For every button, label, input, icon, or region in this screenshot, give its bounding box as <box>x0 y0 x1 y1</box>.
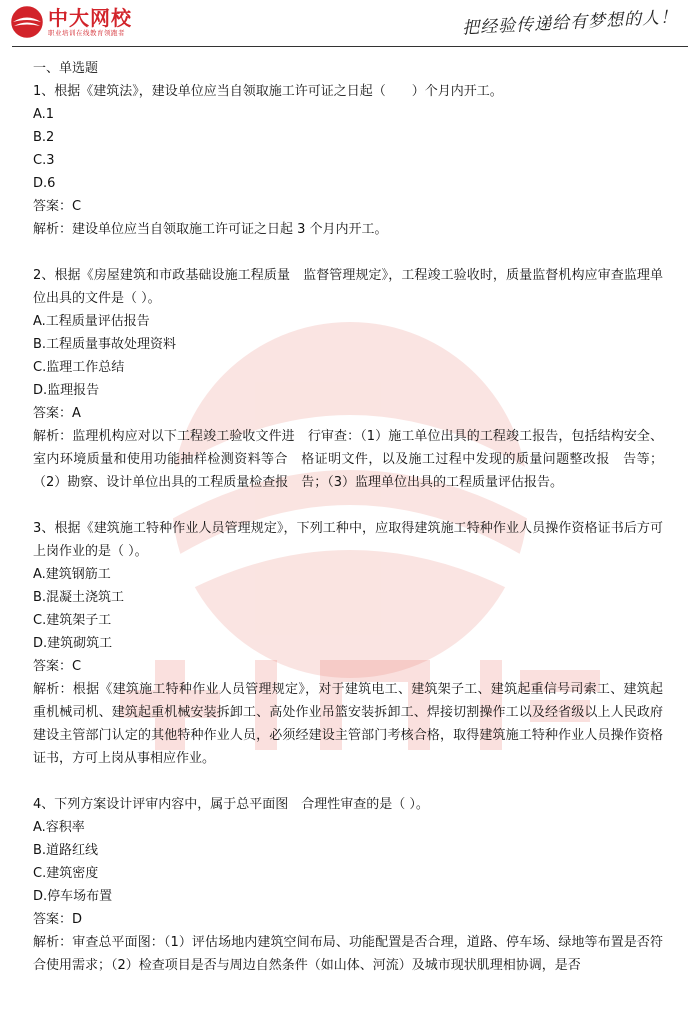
logo-subtitle: 职业培训在线教育领跑者 <box>48 29 125 37</box>
question-4 <box>33 793 663 977</box>
question-stem: 1、根据《建筑法》，建设单位应当自领取施工许可证之日起（ ）个月内开工。 <box>33 84 503 99</box>
option-c: C.3 <box>33 153 55 168</box>
answer: 答案：D <box>33 912 83 927</box>
option-b: B.道路红线 <box>33 843 99 858</box>
page-header <box>0 0 700 46</box>
explanation: 解析：建设单位应当自领取施工许可证之日起 3 个月内开工。 <box>33 222 388 237</box>
option-b: B.混凝土浇筑工 <box>33 590 125 605</box>
explanation: 解析：根据《建筑施工特种作业人员管理规定》，对于建筑电工、建筑架子工、建筑起重信号司索工、建筑起重机械司机、建筑起重机械安装拆卸工、高处作业吊篮安装拆卸工、焊接切割操作工以及经省级以上人民政府建设主管部门认定的其他特种作业人员，必须经建设主管部门考核合格，取得建筑施工特种作业人员操作资格证书，方可上岗从事相应作业。 <box>33 682 663 766</box>
option-d: D.停车场布置 <box>33 889 113 904</box>
option-d: D.6 <box>33 176 56 191</box>
question-stem: 3、根据《建筑施工特种作业人员管理规定》，下列工种中，应取得建筑施工特种作业人员操作资格证书后方可上岗作业的是（ ）。 <box>33 521 663 559</box>
question-stem: 4、下列方案设计评审内容中，属于总平面图 合理性审查的是（ ）。 <box>33 797 429 812</box>
option-b: B.2 <box>33 130 55 145</box>
globe-logo-icon <box>10 5 44 39</box>
question-1 <box>33 80 663 241</box>
option-c: C.建筑架子工 <box>33 613 112 628</box>
header-divider <box>12 46 688 47</box>
option-c: C.建筑密度 <box>33 866 99 881</box>
explanation: 解析：监理机构应对以下工程竣工验收文件进 行审查：（1）施工单位出具的工程竣工报告，包括结构安全、室内环境质量和使用功能抽样检测资料等合 格证明文件，以及施工过程中发现的质量问题整改报 告等；（2）勘察、设计单位出具的工程质量检查报 告；（3）监理单位出具的工程质量评估报告。 <box>33 429 663 490</box>
option-d: D.建筑砌筑工 <box>33 636 113 651</box>
section-title: 一、单选题 <box>33 61 99 76</box>
brand-logo <box>10 5 132 39</box>
option-a: A.建筑钢筋工 <box>33 567 111 582</box>
option-a: A.工程质量评估报告 <box>33 314 150 329</box>
explanation: 解析：审查总平面图：（1）评估场地内建筑空间布局、功能配置是否合理，道路、停车场、绿地等布置是否符合使用需求；（2）检查项目是否与周边自然条件（如山体、河流）及城市现状肌理相协调，是否 <box>33 935 663 973</box>
answer: 答案：C <box>33 659 82 674</box>
question-stem: 2、根据《房屋建筑和市政基础设施工程质量 监督管理规定》，工程竣工验收时，质量监督机构应审查监理单位出具的文件是（ ）。 <box>33 268 663 306</box>
option-a: A.容积率 <box>33 820 85 835</box>
document-body <box>33 57 663 977</box>
option-c: C.监理工作总结 <box>33 360 125 375</box>
question-3 <box>33 517 663 770</box>
logo-name: 中大网校 <box>48 6 132 30</box>
option-d: D.监理报告 <box>33 383 100 398</box>
header-slogan: 把经验传递给有梦想的人！ <box>461 7 679 39</box>
answer: 答案：A <box>33 406 81 421</box>
option-b: B.工程质量事故处理资料 <box>33 337 177 352</box>
option-a: A.1 <box>33 107 55 122</box>
answer: 答案：C <box>33 199 82 214</box>
question-2 <box>33 264 663 494</box>
